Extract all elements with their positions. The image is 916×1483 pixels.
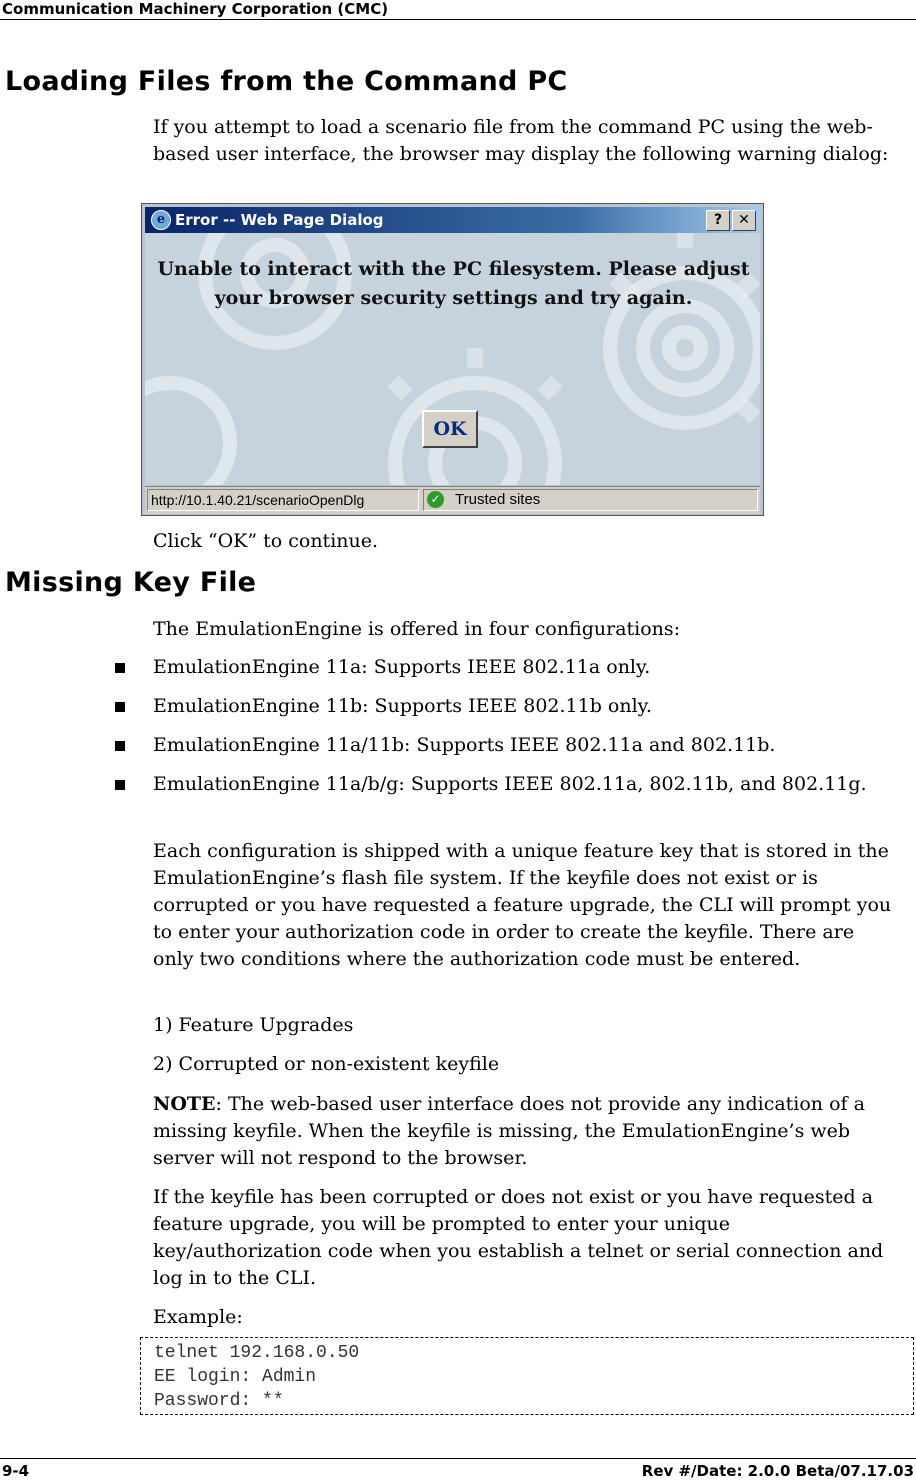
warning-dialog-screenshot	[141, 203, 764, 516]
browser-icon: e	[151, 210, 171, 230]
code-line: Password: **	[154, 1391, 284, 1411]
zone-label: Trusted sites	[455, 491, 541, 508]
header-rule	[0, 19, 916, 20]
help-button[interactable]: ?	[706, 210, 730, 231]
dialog-status-bar	[145, 486, 760, 514]
dialog-message	[145, 255, 760, 313]
page-number: 9-4	[2, 1462, 30, 1480]
bullet-marker	[115, 663, 125, 673]
dialog-title-bar	[145, 207, 760, 233]
feature-key-paragraph: Each configuration is shipped with a unique feature key that is stored in the EmulationEngine’s flash file system. If the keyfile does not exist or is corrupted or you have requested a feature upgrade, the CLI will prompt you to enter your authorization code in order to create the keyfile. There are only two conditions where the authorization code must be entered.	[153, 840, 892, 970]
check-icon: ✓	[427, 491, 444, 508]
code-line: EE login: Admin	[154, 1367, 317, 1387]
bullet-item-11a-11b: EmulationEngine 11a/11b: Supports IEEE 802.11a and 802.11b.	[153, 734, 776, 756]
code-line: telnet 192.168.0.50	[154, 1343, 360, 1363]
heading-loading-files: Loading Files from the Command PC	[5, 66, 568, 97]
configurations-intro: The EmulationEngine is offered in four configurations:	[153, 618, 681, 640]
heading-missing-key-file: Missing Key File	[5, 567, 257, 598]
condition-feature-upgrades: 1) Feature Upgrades	[153, 1014, 354, 1036]
footer-rule	[0, 1458, 916, 1459]
running-header: Communication Machinery Corporation (CMC)	[2, 0, 389, 18]
intro-paragraph: If you attempt to load a scenario file from the command PC using the web-based user interface, the browser may display the following warning dialog:	[153, 116, 889, 165]
revision-info: Rev #/Date: 2.0.0 Beta/07.17.03	[641, 1462, 914, 1480]
note-paragraph	[153, 1091, 898, 1172]
status-url: http://10.1.40.21/scenarioOpenDlg	[147, 489, 419, 511]
bullet-marker	[115, 741, 125, 751]
example-label: Example:	[153, 1306, 243, 1328]
dialog-title: Error -- Web Page Dialog	[175, 211, 384, 229]
bullet-item-11abg: EmulationEngine 11a/b/g: Supports IEEE 802.11a, 802.11b, and 802.11g.	[153, 773, 867, 795]
continue-instruction: Click “OK” to continue.	[153, 530, 379, 552]
note-text: : The web-based user interface does not provide any indication of a missing keyfile. When the keyfile is missing, the EmulationEngine’s web server will not respond to the browser.	[153, 1093, 865, 1169]
ok-button[interactable]: OK	[422, 410, 478, 448]
dialog-message-line2: your browser security settings and try again.	[214, 287, 693, 309]
bullet-item-11a: EmulationEngine 11a: Supports IEEE 802.11a only.	[153, 656, 651, 678]
security-zone	[423, 489, 758, 511]
code-example	[140, 1337, 914, 1415]
bullet-item-11b: EmulationEngine 11b: Supports IEEE 802.11b only.	[153, 695, 652, 717]
dialog-message-line1: Unable to interact with the PC filesystem. Please adjust	[157, 258, 750, 280]
bullet-marker	[115, 780, 125, 790]
prompt-paragraph: If the keyfile has been corrupted or does not exist or you have requested a feature upgrade, you will be prompted to enter your unique key/authorization code when you establish a telnet or serial connection and log in to the CLI.	[153, 1186, 884, 1289]
condition-corrupted-keyfile: 2) Corrupted or non-existent keyfile	[153, 1053, 500, 1075]
dialog-body	[145, 233, 760, 485]
close-button[interactable]: ✕	[732, 210, 756, 231]
note-label: NOTE	[153, 1093, 216, 1115]
bullet-marker	[115, 702, 125, 712]
